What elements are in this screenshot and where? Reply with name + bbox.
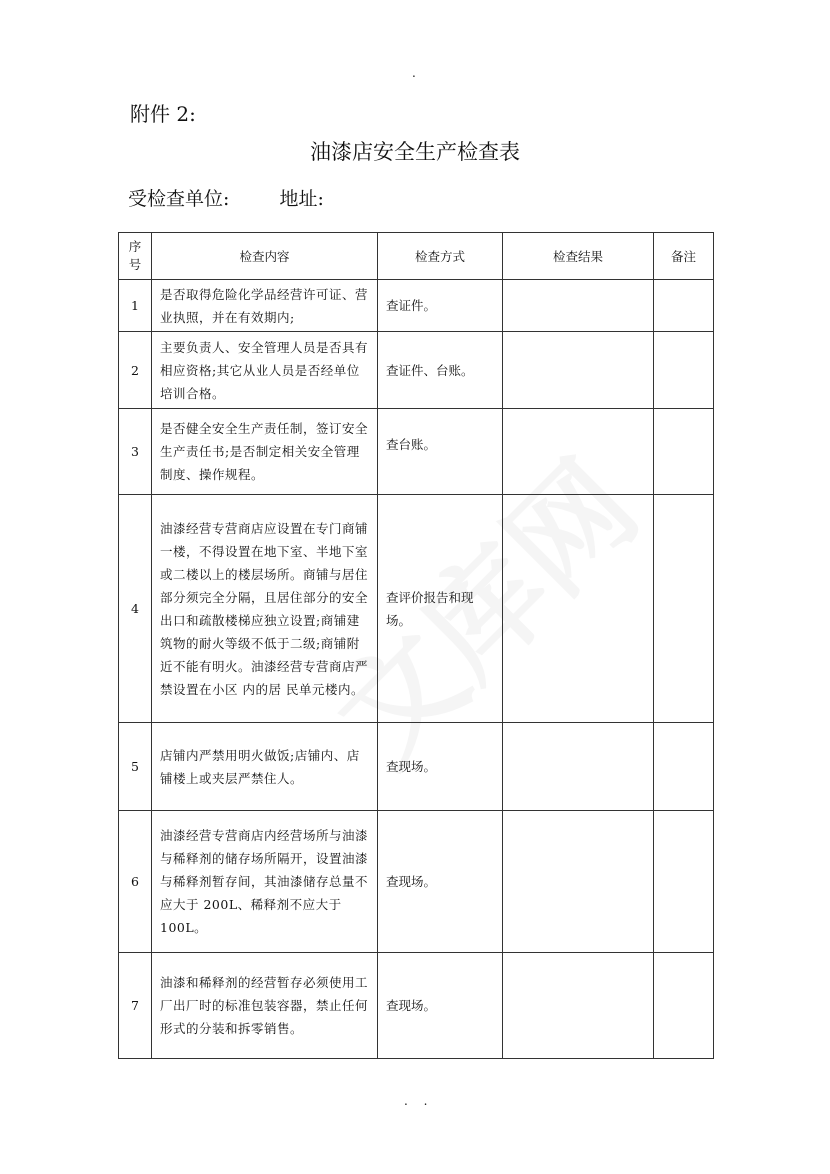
- row-no: 4: [119, 495, 152, 723]
- row-method: 查现场。: [378, 953, 503, 1059]
- row-no: 1: [119, 280, 152, 332]
- row-result[interactable]: [503, 409, 654, 495]
- row-no: 3: [119, 409, 152, 495]
- row-content: 油漆经营专营商店应设置在专门商铺一楼，不得设置在地下室、半地下室或二楼以上的楼层场所。商铺与居住部分须完全分隔，且居住部分的安全出口和疏散楼梯应独立设置;商铺建筑物的耐火等级不低于二级;商铺附近不能有明火。油漆经营专营商店严禁设置在小区 内的居 民单元楼内。: [152, 495, 378, 723]
- inspection-info: [128, 184, 324, 211]
- row-result[interactable]: [503, 280, 654, 332]
- table-row: [119, 953, 714, 1059]
- row-no: 6: [119, 811, 152, 953]
- table-row: [119, 811, 714, 953]
- header-content: 检查内容: [152, 233, 378, 280]
- row-content: 主要负责人、安全管理人员是否具有相应资格;其它从业人员是否经单位培训合格。: [152, 332, 378, 409]
- row-method: 查现场。: [378, 723, 503, 811]
- row-content: 是否健全安全生产责任制，签订安全生产责任书;是否制定相关安全管理制度、操作规程。: [152, 409, 378, 495]
- row-remark[interactable]: [654, 409, 714, 495]
- row-result[interactable]: [503, 332, 654, 409]
- row-content: 油漆经营专营商店内经营场所与油漆与稀释剂的储存场所隔开，设置油漆与稀释剂暂存间，其油漆储存总量不应大于 200L、稀释剂不应大于 100L。: [152, 811, 378, 953]
- page-bottom-mark: . .: [404, 1094, 434, 1108]
- row-result[interactable]: [503, 495, 654, 723]
- row-remark[interactable]: [654, 332, 714, 409]
- row-remark[interactable]: [654, 495, 714, 723]
- inspection-table: [118, 232, 714, 1059]
- inspected-unit-label: 受检查单位:: [128, 188, 230, 210]
- row-remark[interactable]: [654, 811, 714, 953]
- row-method: 查现场。: [378, 811, 503, 953]
- table-row: [119, 280, 714, 332]
- row-method: 查评价报告和现场。: [378, 495, 503, 723]
- document-title: 油漆店安全生产检查表: [310, 140, 520, 164]
- page-top-mark: .: [412, 66, 416, 80]
- row-content: 是否取得危险化学品经营许可证、营业执照，并在有效期内;: [152, 280, 378, 332]
- table-row: [119, 495, 714, 723]
- row-remark[interactable]: [654, 723, 714, 811]
- attachment-label: 附件 2:: [130, 102, 196, 126]
- row-result[interactable]: [503, 723, 654, 811]
- table-row: [119, 723, 714, 811]
- row-result[interactable]: [503, 811, 654, 953]
- row-method: 查证件、台账。: [378, 332, 503, 409]
- row-method: 查台账。: [378, 409, 503, 495]
- row-no: 5: [119, 723, 152, 811]
- table-header-row: [119, 233, 714, 280]
- table-row: [119, 409, 714, 495]
- header-result: 检查结果: [503, 233, 654, 280]
- row-result[interactable]: [503, 953, 654, 1059]
- header-no: 序 号: [119, 233, 152, 280]
- row-content: 油漆和稀释剂的经营暂存必须使用工厂出厂时的标准包装容器，禁止任何形式的分装和拆零销售。: [152, 953, 378, 1059]
- row-no: 7: [119, 953, 152, 1059]
- row-remark[interactable]: [654, 953, 714, 1059]
- row-no: 2: [119, 332, 152, 409]
- row-remark[interactable]: [654, 280, 714, 332]
- header-method: 检查方式: [378, 233, 503, 280]
- row-content: 店铺内严禁用明火做饭;店铺内、店铺楼上或夹层严禁住人。: [152, 723, 378, 811]
- header-remark: 备注: [654, 233, 714, 280]
- table-row: [119, 332, 714, 409]
- row-method: 查证件。: [378, 280, 503, 332]
- address-label: 地址:: [279, 188, 324, 210]
